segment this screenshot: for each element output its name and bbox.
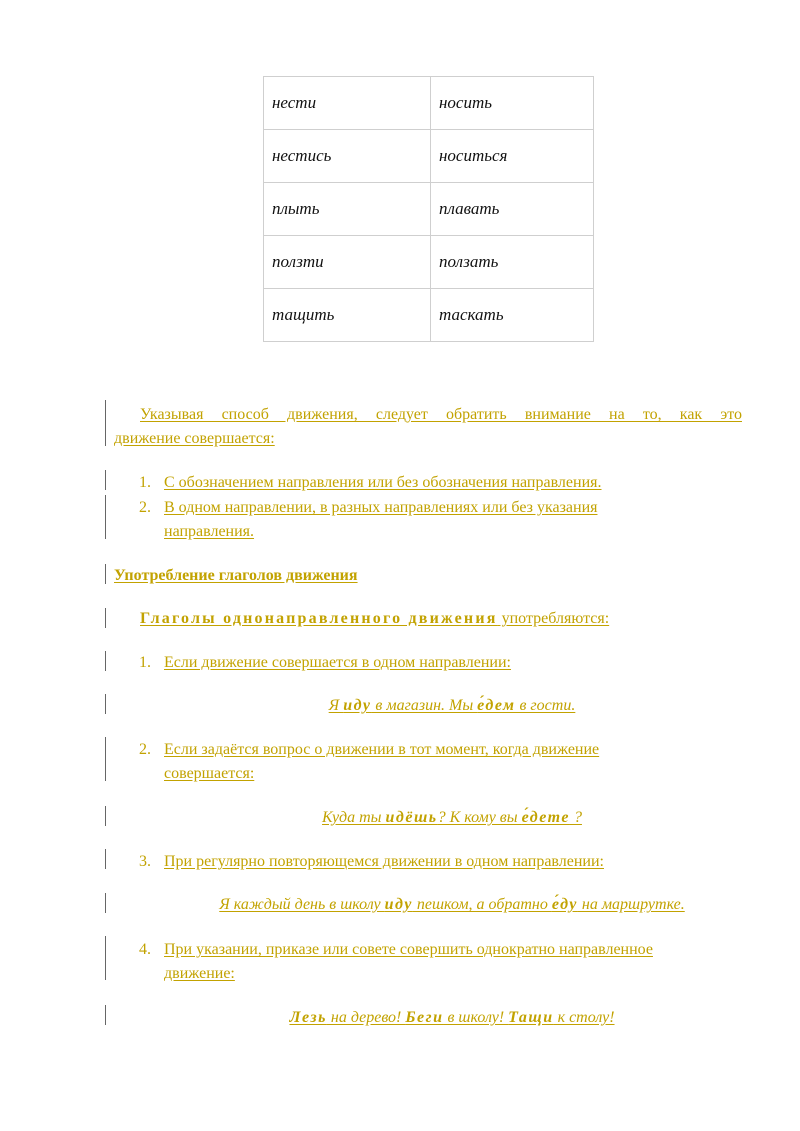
change-bar — [105, 651, 106, 671]
subheading-bold: Глаголы однонаправленного движения — [140, 610, 498, 627]
list-number: 3. — [139, 853, 151, 870]
example-line: Я иду в магазин. Мы е́дем в гости. — [328, 697, 576, 714]
subheading — [140, 606, 609, 631]
table-cell: нестись — [264, 130, 431, 183]
example-verb: Лезь — [289, 1009, 327, 1026]
list-item-continuation: направления. — [164, 523, 255, 540]
list-item — [139, 737, 599, 762]
example-verb: иду — [343, 697, 372, 714]
example-line: Я каждый день в школу иду пешком, а обратно е́ду на маршрутке. — [219, 896, 685, 913]
list-text: При указании, приказе или совете совершить однократно направленное — [164, 941, 653, 958]
table-row — [264, 236, 594, 289]
table-row — [264, 289, 594, 342]
table-cell: плавать — [431, 183, 594, 236]
list-item — [139, 470, 602, 495]
change-bar — [105, 849, 106, 869]
table-row — [264, 77, 594, 130]
change-bar — [105, 495, 106, 539]
change-bar — [105, 1005, 106, 1025]
table-cell: нести — [264, 77, 431, 130]
table-cell: ползти — [264, 236, 431, 289]
example-verb: Беги — [405, 1009, 444, 1026]
list-number: 1. — [139, 474, 151, 491]
table-cell: таскать — [431, 289, 594, 342]
change-bar — [105, 470, 106, 490]
change-bar — [105, 893, 106, 913]
list-text: В одном направлении, в разных направлениях или без указания — [164, 499, 598, 516]
table-cell: тащить — [264, 289, 431, 342]
list-item — [139, 650, 511, 675]
section-heading: Употребление глаголов движения — [114, 567, 358, 584]
list-text: С обозначением направления или без обозначения направления. — [164, 474, 602, 491]
example-verb: е́дете — [521, 809, 570, 826]
example-verb: е́дем — [477, 697, 516, 714]
list-number: 1. — [139, 654, 151, 671]
subheading-rest: употребляются: — [497, 610, 610, 627]
list-item-continuation: совершается: — [164, 765, 255, 782]
change-bar — [105, 564, 106, 584]
list-number: 2. — [139, 499, 151, 516]
change-bar — [105, 694, 106, 714]
intro-line: Указывая способ движения, следует обратить внимание на то, как это — [140, 406, 742, 423]
list-item-continuation: движение: — [164, 965, 235, 982]
table-row — [264, 130, 594, 183]
table-cell: носить — [431, 77, 594, 130]
example-line: Куда ты идёшь? К кому вы е́дете ? — [322, 809, 582, 826]
change-bar — [105, 400, 106, 446]
list-item — [139, 849, 604, 874]
example-verb: Тащи — [508, 1009, 554, 1026]
example-verb: идёшь — [385, 809, 438, 826]
list-number: 4. — [139, 941, 151, 958]
list-text: Если задаётся вопрос о движении в тот момент, когда движение — [164, 741, 600, 758]
change-bar — [105, 737, 106, 781]
example-verb: е́ду — [551, 896, 578, 913]
list-number: 2. — [139, 741, 151, 758]
change-bar — [105, 608, 106, 628]
list-text: Если движение совершается в одном направлении: — [164, 654, 511, 671]
example-verb: иду — [384, 896, 413, 913]
change-bar — [105, 806, 106, 826]
list-text: При регулярно повторяющемся движении в одном направлении: — [164, 853, 604, 870]
table-cell: плыть — [264, 183, 431, 236]
example-line: Лезь на дерево! Беги в школу! Тащи к столу! — [289, 1009, 615, 1026]
list-item — [139, 937, 653, 962]
table-row — [264, 183, 594, 236]
table-cell: носиться — [431, 130, 594, 183]
table-cell: ползать — [431, 236, 594, 289]
verb-table — [263, 76, 594, 342]
intro-line: движение совершается: — [114, 430, 275, 447]
list-item — [139, 495, 597, 520]
change-bar — [105, 936, 106, 980]
